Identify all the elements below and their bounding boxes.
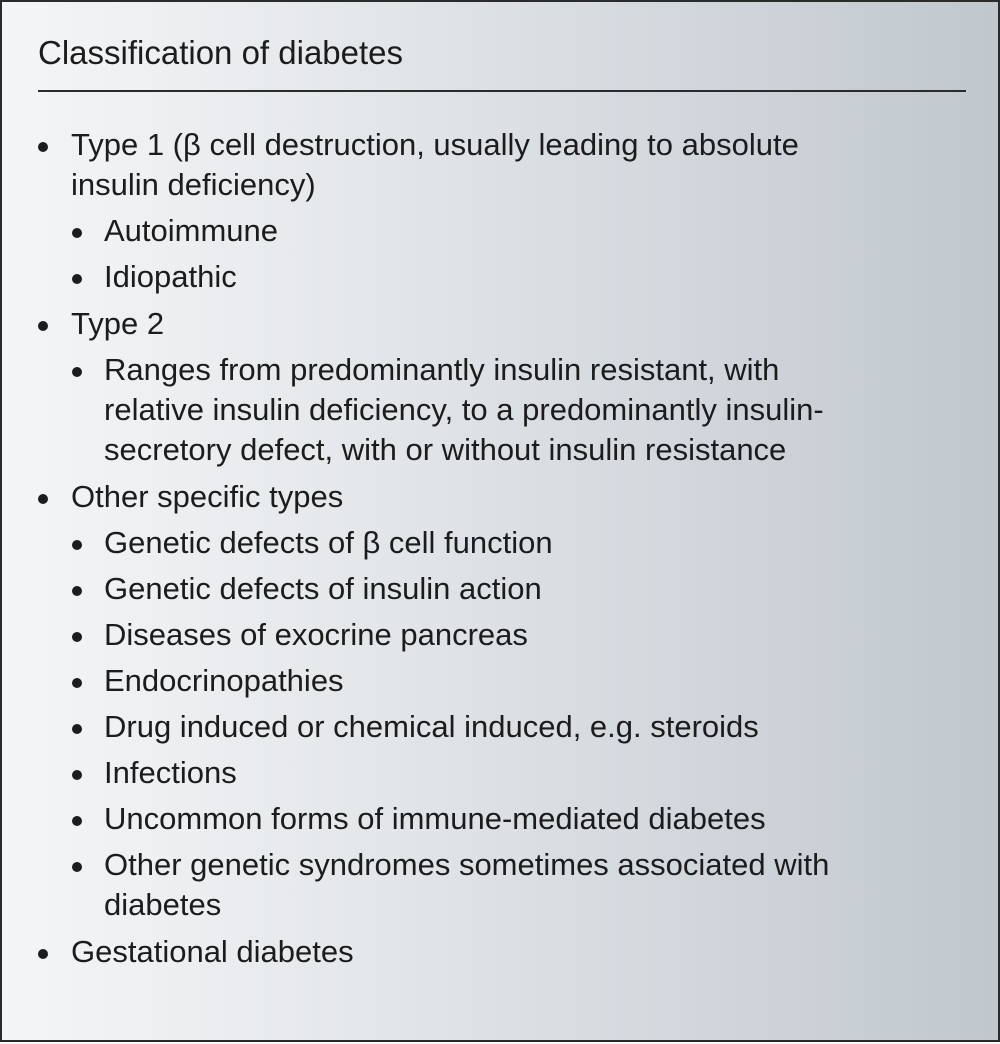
- sub-bullet-icon: [72, 274, 82, 284]
- sub-list-item-text: Ranges from predominantly insulin resistant, with: [104, 352, 780, 387]
- sub-list-item-text: Diseases of exocrine pancreas: [104, 617, 528, 652]
- sub-bullet-icon: [72, 862, 82, 872]
- sub-list-item-text: Autoimmune: [104, 213, 279, 248]
- sub-bullet-icon: [72, 770, 82, 780]
- sub-list-item-text: Idiopathic: [104, 259, 237, 294]
- bullet-icon: [38, 949, 48, 959]
- sub-list-item-text: secretory defect, with or without insulin resistance: [104, 432, 787, 467]
- sub-list-item-text: Infections: [104, 755, 237, 790]
- sub-list-item-text: Other genetic syndromes sometimes associated with: [104, 847, 830, 882]
- list-item-text: Gestational diabetes: [71, 934, 354, 969]
- sub-list-item-text: Drug induced or chemical induced, e.g. steroids: [104, 709, 759, 744]
- bullet-icon: [38, 494, 48, 504]
- classification-list: [2, 2, 1000, 1044]
- sub-bullet-icon: [72, 816, 82, 826]
- list-item-text: insulin deficiency): [71, 167, 316, 202]
- sub-bullet-icon: [72, 228, 82, 238]
- sub-list-item-text: Endocrinopathies: [104, 663, 344, 698]
- bullet-icon: [38, 142, 48, 152]
- list-item-text: Type 2: [71, 306, 165, 341]
- list-item-text: Type 1 (β cell destruction, usually leading to absolute: [71, 127, 799, 162]
- sub-bullet-icon: [72, 724, 82, 734]
- sub-bullet-icon: [72, 586, 82, 596]
- sub-bullet-icon: [72, 367, 82, 377]
- sub-list-item-text: relative insulin deficiency, to a predominantly insulin-: [104, 392, 824, 427]
- sub-list-item-text: Uncommon forms of immune-mediated diabetes: [104, 801, 766, 836]
- sub-list-item-text: Genetic defects of insulin action: [104, 571, 542, 606]
- sub-bullet-icon: [72, 632, 82, 642]
- sub-list-item-text: Genetic defects of β cell function: [104, 525, 553, 560]
- sub-bullet-icon: [72, 540, 82, 550]
- sub-bullet-icon: [72, 678, 82, 688]
- box-title: Classification of diabetes: [38, 34, 404, 71]
- list-item-text: Other specific types: [71, 479, 344, 514]
- sub-list-item-text: diabetes: [104, 887, 222, 922]
- bullet-icon: [38, 321, 48, 331]
